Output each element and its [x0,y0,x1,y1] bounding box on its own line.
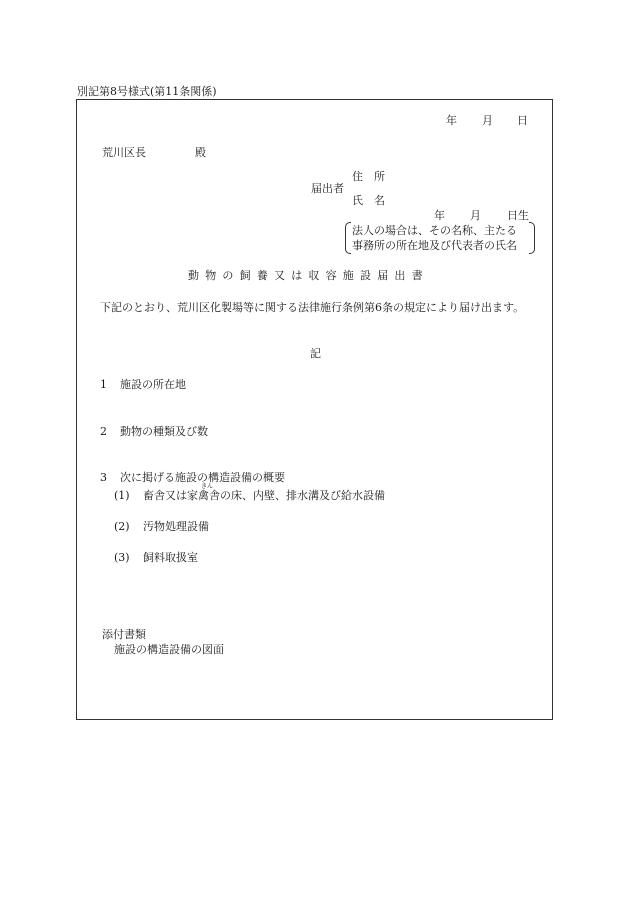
attachments-heading: 添付書類 [102,628,146,641]
subitem-number: (3) [114,551,130,564]
right-bracket [529,222,535,254]
item-number: 1 [100,378,107,391]
body-text: 下記のとおり、荒川区化製場等に関する法律施行条例第6条の規定により届け出ます。 [100,301,525,314]
subitem-number: (1) [114,489,130,502]
addressee-name: 荒川区長 [102,146,146,159]
date-day: 日 [517,114,528,127]
birth-year: 年 [434,209,445,222]
address-label: 住 所 [352,170,385,183]
corporation-note-line2: 事務所の所在地及び代表者の氏名 [352,239,517,252]
name-label: 氏 名 [352,194,385,207]
item-structure: 次に掲げる施設の構造設備の概要 [120,471,285,484]
date-month: 月 [482,114,493,127]
addressee-honorific: 殿 [195,146,206,159]
document-title: 動物の飼養又は収容施設届出書 [188,269,429,282]
subitem-label: 飼料取扱室 [143,551,198,564]
form-id: 別記第8号様式(第11条関係) [77,85,217,98]
subitem-label: 畜舎又は家禽舎の床、内壁、排水溝及び給水設備 [143,489,385,502]
ruby-annotation: きん [201,483,214,490]
applicant-label: 届出者 [311,182,344,195]
birth-day: 日生 [507,209,529,222]
date-year: 年 [446,114,457,127]
corporation-note [345,222,535,254]
corporation-note-line1: 法人の場合は、その名称、主たる [352,224,517,237]
subitem-number: (2) [114,520,130,533]
item-location: 施設の所在地 [120,378,186,391]
birth-month: 月 [470,209,481,222]
item-number: 3 [100,471,107,484]
subitem-label: 汚物処理設備 [143,520,209,533]
attachments-item: 施設の構造設備の図面 [114,643,224,656]
left-bracket [345,222,351,254]
item-animals: 動物の種類及び数 [120,425,208,438]
item-number: 2 [100,425,107,438]
ki-label: 記 [310,347,321,360]
